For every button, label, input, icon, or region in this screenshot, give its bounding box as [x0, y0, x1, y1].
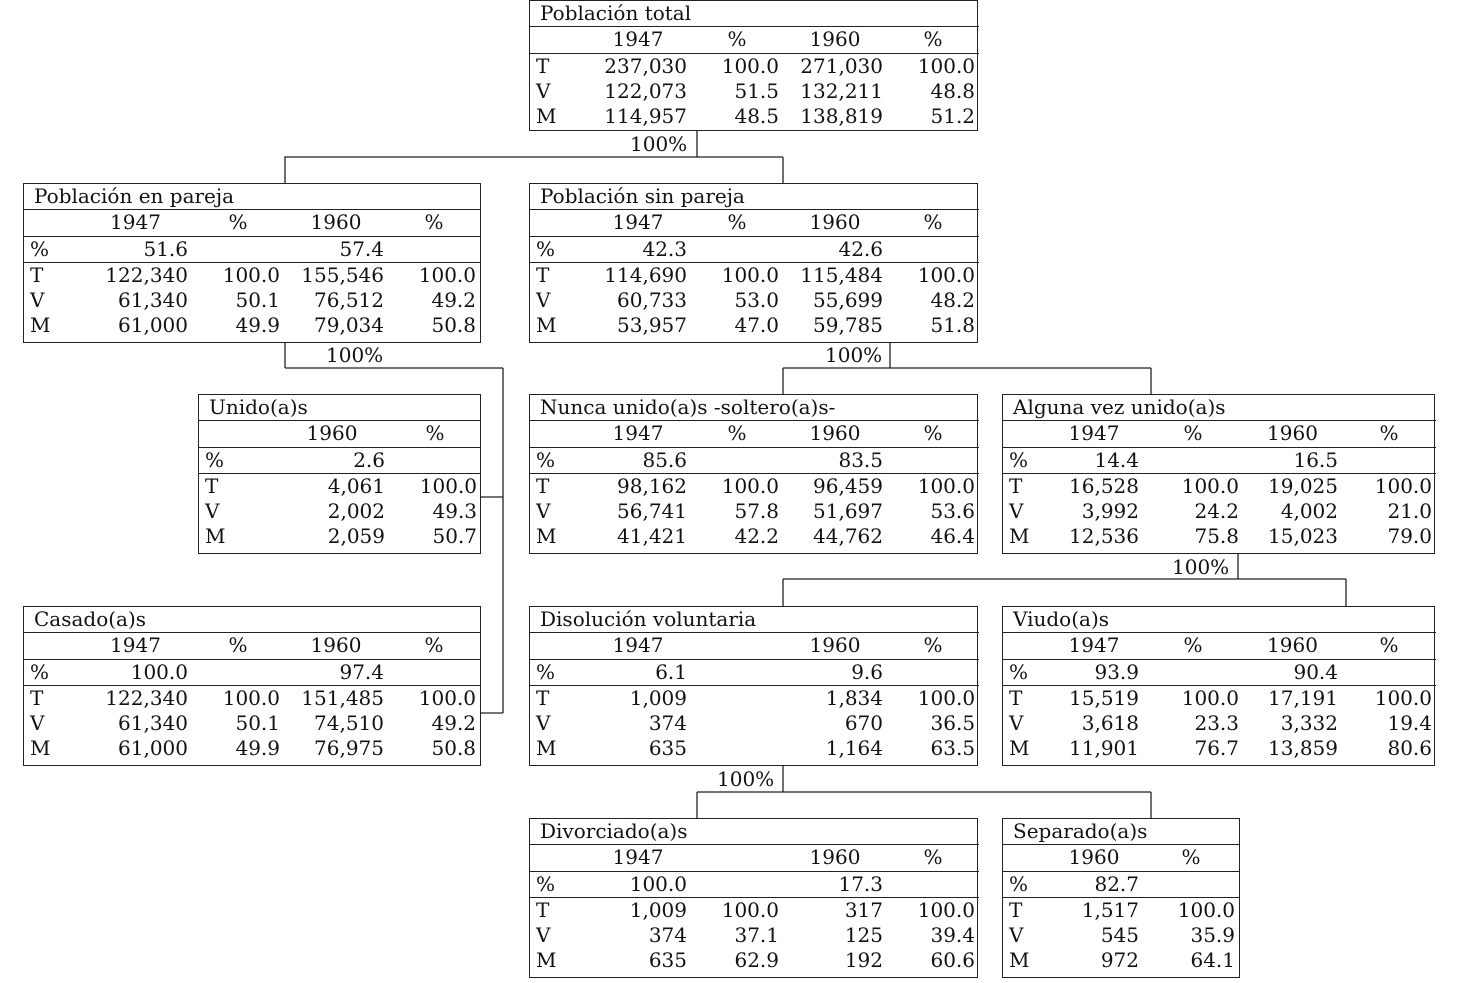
cell: 76.7: [1194, 736, 1239, 761]
box-title: Unido(a)s: [209, 395, 308, 419]
cell: 42.2: [734, 524, 779, 549]
cell: 61,340: [118, 711, 188, 736]
cell: 100.0: [691, 473, 783, 499]
cell: 16,528: [1045, 473, 1143, 499]
cell: 151,485: [284, 685, 388, 711]
cell: 96,459: [783, 473, 887, 499]
header-percent: %: [388, 633, 480, 659]
cell: 100.0: [388, 262, 480, 288]
cell: 48.2: [930, 288, 975, 313]
row-label: M: [536, 736, 557, 761]
cell: 39.4: [930, 923, 975, 948]
header-year: 1960: [783, 27, 887, 53]
cell: 44,762: [813, 524, 883, 549]
cell: 48.8: [930, 78, 976, 103]
cell: 635: [648, 736, 687, 761]
cell: 100.0: [887, 685, 979, 711]
box-title: Divorciado(a)s: [540, 819, 688, 843]
cell: 64.1: [1190, 948, 1236, 973]
cell: 237,030: [585, 53, 691, 79]
cell: 100.0: [1143, 685, 1243, 711]
share-value: 90.4: [1243, 659, 1342, 685]
share-label: %: [530, 447, 585, 473]
cell: 138,819: [800, 104, 883, 129]
header-percent: %: [887, 210, 979, 236]
cell: 100.0: [192, 685, 284, 711]
cell: 49.9: [235, 313, 280, 338]
header-year: 1960: [284, 633, 388, 659]
cell: 100.0: [1342, 685, 1436, 711]
header-year: 1947: [585, 210, 691, 236]
header-year: 1960: [783, 845, 887, 871]
row-label: V: [1009, 923, 1024, 948]
row-label: M: [1009, 524, 1030, 549]
cell: 192: [844, 948, 883, 973]
row-label: T: [1003, 685, 1045, 711]
cell: 271,030: [783, 53, 887, 79]
header-percent: %: [389, 421, 481, 447]
cell: 76,512: [314, 288, 384, 313]
cell: 13,859: [1268, 736, 1338, 761]
share-label: %: [24, 236, 79, 262]
header-year: 1960: [275, 421, 389, 447]
cell: 100.0: [388, 685, 480, 711]
row-label: T: [199, 473, 275, 499]
row-label: M: [1009, 736, 1030, 761]
cell: 972: [1100, 948, 1139, 973]
row-label: V: [30, 711, 45, 736]
cell: 50.8: [431, 313, 477, 338]
header-year: 1960: [783, 421, 887, 447]
cell: 100.0: [192, 262, 284, 288]
box-title: Nunca unido(a)s -soltero(a)s-: [540, 395, 836, 419]
cell: 1,517: [1045, 897, 1143, 923]
cell: 49.3: [432, 499, 478, 524]
cell: 55,699: [813, 288, 883, 313]
cell: 3,618: [1081, 711, 1139, 736]
cell: 76,975: [314, 736, 384, 761]
cell: 47.0: [734, 313, 779, 338]
header-year: 1947: [1045, 421, 1143, 447]
cell: 74,510: [314, 711, 384, 736]
cell: 3,332: [1280, 711, 1338, 736]
cell: 2,002: [327, 499, 385, 524]
row-label: T: [530, 897, 585, 923]
row-label: V: [536, 711, 551, 736]
share-value: 16.5: [1243, 447, 1342, 473]
row-label: V: [536, 78, 551, 103]
box-separados: [1002, 818, 1240, 978]
cell: 2,059: [327, 524, 385, 549]
cell: 122,340: [79, 262, 192, 288]
cell: 49.9: [235, 736, 280, 761]
header-percent: %: [691, 27, 783, 53]
header-year: 1960: [284, 210, 388, 236]
cell: 61,000: [118, 313, 188, 338]
box-alguna-vez-unidos: [1002, 394, 1435, 554]
share-value: 97.4: [284, 659, 388, 685]
row-label: T: [530, 262, 585, 288]
cell: 100.0: [691, 262, 783, 288]
row-label: M: [205, 524, 226, 549]
cell: 1,009: [585, 897, 691, 923]
header-year: 1947: [585, 845, 691, 871]
row-label: T: [24, 262, 79, 288]
cell: 11,901: [1069, 736, 1139, 761]
cell: 23.3: [1194, 711, 1239, 736]
cell: 51.5: [734, 78, 779, 103]
share-value: 100.0: [585, 871, 691, 897]
row-label: V: [536, 288, 551, 313]
box-title: Disolución voluntaria: [540, 607, 757, 631]
cell: 100.0: [887, 897, 979, 923]
header-percent: %: [691, 210, 783, 236]
connector-label-pareja: 100%: [326, 343, 384, 367]
cell: 19.4: [1387, 711, 1432, 736]
share-value: 42.3: [585, 236, 691, 262]
cell: 60.6: [930, 948, 975, 973]
cell: 57.8: [734, 499, 779, 524]
cell: 3,992: [1081, 499, 1139, 524]
share-value: 100.0: [79, 659, 192, 685]
share-label: %: [530, 236, 585, 262]
box-title: Separado(a)s: [1013, 819, 1148, 843]
cell: 115,484: [783, 262, 887, 288]
cell: 21.0: [1387, 499, 1433, 524]
cell: 374: [648, 711, 687, 736]
header-year: 1947: [79, 210, 192, 236]
header-year: 1947: [585, 27, 691, 53]
header-percent: %: [1342, 421, 1436, 447]
cell: 51.2: [930, 104, 976, 129]
header-percent: %: [691, 421, 783, 447]
cell: 125: [844, 923, 883, 948]
share-value: 17.3: [783, 871, 887, 897]
cell: 100.0: [691, 53, 783, 79]
cell: 4,002: [1280, 499, 1338, 524]
share-value: 93.9: [1045, 659, 1143, 685]
row-label: M: [30, 313, 51, 338]
cell: 114,690: [585, 262, 691, 288]
share-label: %: [1003, 871, 1045, 897]
cell: 59,785: [813, 313, 883, 338]
header-percent: %: [887, 421, 979, 447]
cell: 4,061: [275, 473, 389, 499]
header-percent: %: [388, 210, 480, 236]
cell: 53,957: [617, 313, 687, 338]
share-value: 51.6: [79, 236, 192, 262]
box-title: Población total: [540, 1, 692, 25]
cell: 36.5: [930, 711, 976, 736]
share-value: 9.6: [783, 659, 887, 685]
cell: 100.0: [887, 473, 979, 499]
connector-label-total: 100%: [630, 132, 688, 156]
cell: 12,536: [1069, 524, 1139, 549]
header-percent: %: [887, 27, 979, 53]
share-label: %: [199, 447, 275, 473]
cell: 75.8: [1194, 524, 1239, 549]
cell: 19,025: [1243, 473, 1342, 499]
cell: 122,073: [604, 78, 687, 103]
box-divorciados: [529, 818, 978, 978]
cell: 50.1: [235, 288, 280, 313]
box-casados: [23, 606, 481, 766]
cell: 51,697: [813, 499, 883, 524]
cell: 50.7: [432, 524, 478, 549]
cell: 53.0: [734, 288, 779, 313]
share-label: %: [1003, 659, 1045, 685]
cell: 49.2: [431, 711, 477, 736]
cell: 62.9: [734, 948, 779, 973]
cell: 114,957: [604, 104, 687, 129]
share-label: %: [1003, 447, 1045, 473]
cell: 48.5: [734, 104, 779, 129]
cell: 17,191: [1243, 685, 1342, 711]
row-label: V: [536, 923, 551, 948]
header-year: 1960: [783, 633, 887, 659]
cell: 63.5: [930, 736, 976, 761]
cell: 61,000: [118, 736, 188, 761]
share-value: 85.6: [585, 447, 691, 473]
cell: 49.2: [431, 288, 477, 313]
share-value: 6.1: [585, 659, 691, 685]
header-percent: %: [1342, 633, 1436, 659]
cell: 374: [648, 923, 687, 948]
cell: 98,162: [585, 473, 691, 499]
cell: 37.1: [734, 923, 779, 948]
header-year: 1947: [79, 633, 192, 659]
cell: 46.4: [930, 524, 975, 549]
header-percent: %: [192, 633, 284, 659]
cell: 132,211: [800, 78, 883, 103]
cell: 35.9: [1190, 923, 1236, 948]
header-year: 1960: [1243, 633, 1342, 659]
row-label: T: [530, 53, 585, 79]
row-label: V: [1009, 711, 1024, 736]
row-label: T: [530, 473, 585, 499]
row-label: V: [205, 499, 220, 524]
cell: 545: [1100, 923, 1139, 948]
header-percent: %: [887, 633, 979, 659]
row-label: M: [536, 524, 557, 549]
share-label: %: [530, 659, 585, 685]
share-value: 14.4: [1045, 447, 1143, 473]
cell: 41,421: [617, 524, 687, 549]
box-poblacion-sin-pareja: [529, 183, 978, 343]
row-label: V: [536, 499, 551, 524]
share-value: 2.6: [275, 447, 389, 473]
row-label: M: [30, 736, 51, 761]
cell: 122,340: [79, 685, 192, 711]
share-value: 82.7: [1045, 871, 1143, 897]
cell: 317: [783, 897, 887, 923]
share-label: %: [530, 871, 585, 897]
cell: 100.0: [1143, 897, 1239, 923]
cell: 635: [648, 948, 687, 973]
box-nunca-unidos: [529, 394, 978, 554]
cell: 670: [844, 711, 883, 736]
header-percent: %: [887, 845, 979, 871]
connector-label-sin-pareja: 100%: [825, 343, 883, 367]
cell: 100.0: [389, 473, 481, 499]
row-label: M: [536, 948, 557, 973]
header-year: 1960: [783, 210, 887, 236]
cell: 53.6: [930, 499, 975, 524]
box-title: Viudo(a)s: [1013, 607, 1110, 631]
header-year: 1947: [1045, 633, 1143, 659]
cell: 80.6: [1387, 736, 1432, 761]
header-percent: %: [1143, 421, 1243, 447]
box-title: Población en pareja: [34, 184, 235, 208]
cell: 60,733: [617, 288, 687, 313]
box-title: Casado(a)s: [34, 607, 147, 631]
row-label: T: [1003, 473, 1045, 499]
cell: 1,009: [585, 685, 691, 711]
share-value: 42.6: [783, 236, 887, 262]
header-percent: %: [192, 210, 284, 236]
row-label: T: [530, 685, 585, 711]
row-label: M: [536, 313, 557, 338]
cell: 79.0: [1387, 524, 1433, 549]
header-year: 1960: [1045, 845, 1143, 871]
header-year: 1947: [585, 633, 691, 659]
box-disolucion-voluntaria: [529, 606, 978, 766]
cell: 100.0: [1143, 473, 1243, 499]
connector-label-disolucion: 100%: [717, 767, 775, 791]
cell: 100.0: [887, 262, 979, 288]
box-unidos: [198, 394, 481, 554]
cell: 1,834: [783, 685, 887, 711]
share-value: 83.5: [783, 447, 887, 473]
cell: 50.1: [235, 711, 280, 736]
header-year: 1947: [585, 421, 691, 447]
row-label: V: [30, 288, 45, 313]
cell: 100.0: [1342, 473, 1436, 499]
cell: 100.0: [887, 53, 979, 79]
box-viudos: [1002, 606, 1435, 766]
row-label: M: [1009, 948, 1030, 973]
row-label: T: [24, 685, 79, 711]
cell: 100.0: [691, 897, 783, 923]
cell: 79,034: [314, 313, 384, 338]
box-poblacion-en-pareja: [23, 183, 481, 343]
header-percent: %: [1143, 845, 1239, 871]
row-label: V: [1009, 499, 1024, 524]
cell: 24.2: [1194, 499, 1239, 524]
cell: 56,741: [617, 499, 687, 524]
cell: 50.8: [431, 736, 477, 761]
cell: 15,023: [1268, 524, 1338, 549]
connector-label-alguna-vez: 100%: [1172, 555, 1230, 579]
row-label: T: [1003, 897, 1045, 923]
share-label: %: [24, 659, 79, 685]
cell: 15,519: [1045, 685, 1143, 711]
header-percent: %: [1143, 633, 1243, 659]
header-year: 1960: [1243, 421, 1342, 447]
box-title: Población sin pareja: [540, 184, 745, 208]
box-poblacion-total: [529, 0, 978, 131]
box-title: Alguna vez unido(a)s: [1013, 395, 1226, 419]
cell: 51.8: [930, 313, 975, 338]
cell: 1,164: [825, 736, 883, 761]
cell: 61,340: [118, 288, 188, 313]
row-label: M: [536, 104, 557, 129]
cell: 155,546: [284, 262, 388, 288]
share-value: 57.4: [284, 236, 388, 262]
